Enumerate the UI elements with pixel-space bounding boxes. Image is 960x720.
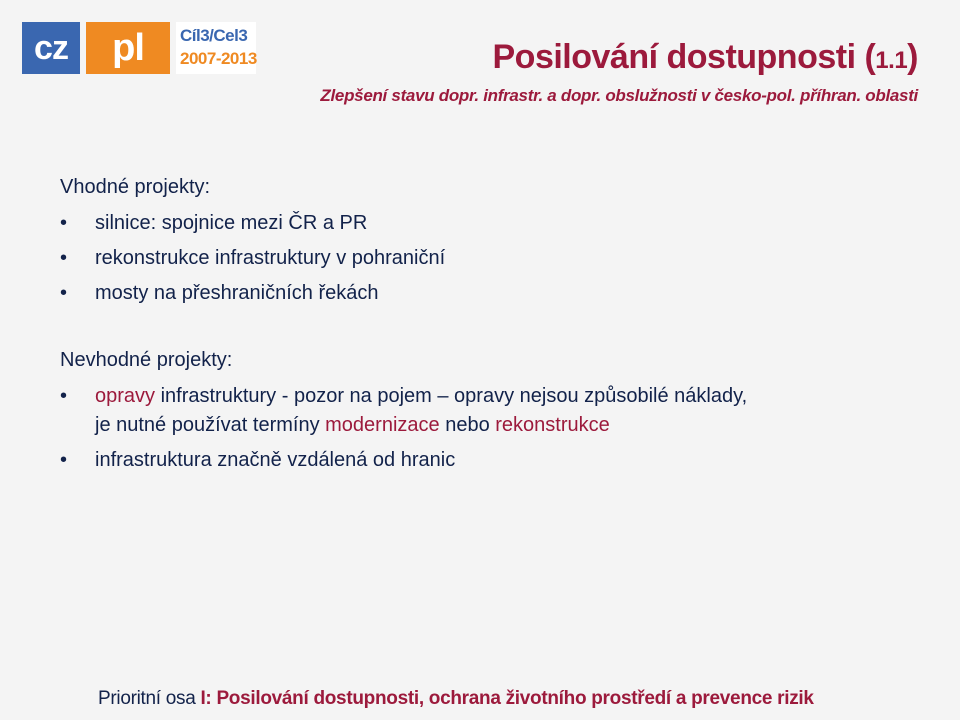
unsuitable-heading: Nevhodné projekty: [60,349,233,371]
suitable-heading: Vhodné projekty: [60,176,211,198]
text-segment: je nutné používat termíny [95,414,326,436]
bullet: • [60,247,68,269]
logo-line1: Cíl3/Cel3 [180,26,248,45]
list-item-text [95,385,747,408]
list-item-text: rekonstrukce infrastruktury v pohraniční [95,247,446,269]
title-main: Posilování dostupnosti ( [492,38,876,76]
title-number: 1.1 [875,47,908,74]
bullet: • [60,282,68,304]
page-subtitle: Zlepšení stavu dopr. infrastr. a dopr. obslužnosti v česko-pol. příhran. oblasti [320,86,918,105]
footer [98,688,814,710]
logo-line2: 2007-2013 [180,49,257,68]
text-segment: nebo [439,414,496,436]
page-title [493,38,919,77]
logo-brand [176,22,256,74]
list-item-text: infrastruktura značně vzdálená od hranic [95,449,456,471]
bullet: • [60,385,68,407]
logo-pl-block: pl [86,22,170,74]
bullet: • [60,449,68,471]
highlight-rekonstrukce: rekonstrukce [495,414,610,436]
list-item-text [95,414,610,437]
list-item-text: mosty na přeshraničních řekách [95,282,379,304]
footer-prefix: Prioritní osa [98,688,201,709]
text-segment: infrastruktury - pozor na pojem – opravy nejsou způsobilé náklady, [155,385,748,407]
list-item-text: silnice: spojnice mezi ČR a PR [95,212,368,234]
title-close: ) [907,38,918,76]
bullet: • [60,212,68,234]
cz-pl-logo [22,22,256,74]
highlight-opravy: opravy [95,385,156,407]
footer-highlight: I: Posilování dostupnosti, ochrana životního prostředí a prevence rizik [200,688,814,709]
logo-cz-block: cz [22,22,80,74]
highlight-modernizace: modernizace [325,414,440,436]
